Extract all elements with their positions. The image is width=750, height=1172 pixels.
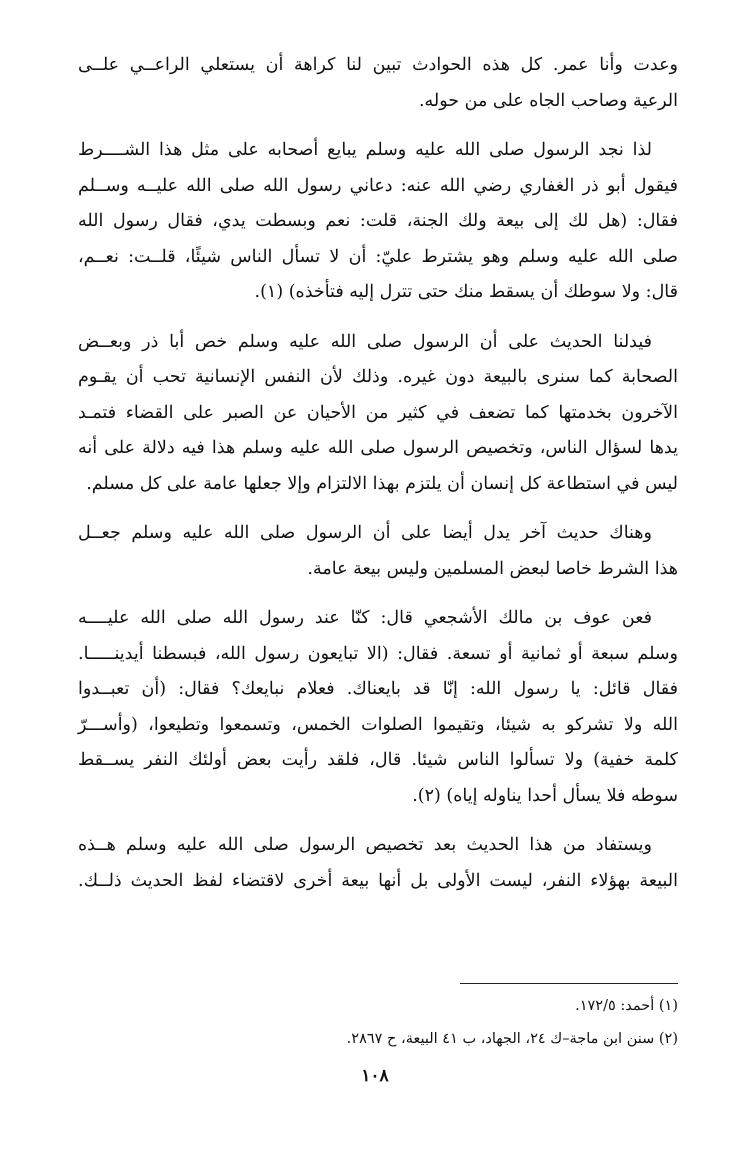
paragraph-line: البيعة بهؤلاء النفر، ليست الأولى بل أنها بيعة أخرى لاقتضاء لفظ الحديث ذلــك. xyxy=(78,870,678,891)
footnote-1: (١) أحمد: ١٧٢/٥. xyxy=(575,998,678,1014)
paragraph-line xyxy=(78,325,678,361)
paragraph-line: يدها لسؤال الناس، وتخصيص الرسول صلى الله عليه وسلم هذا فيه دلالة على أنه xyxy=(78,438,678,458)
paragraph-line: الآخرون بخدمتها كما تضعف في كثير من الأحيان عن الصبر على القضاء فتمـد xyxy=(78,402,678,423)
paragraph-line xyxy=(78,828,678,864)
footnotes xyxy=(78,990,678,1056)
paragraph-line xyxy=(78,516,678,552)
paragraph-line-text: ويستفاد من هذا الحديث بعد تخصيص الرسول صلى الله عليه وسلم هــذه xyxy=(78,835,652,855)
footnote-2: (٢) سنن ابن ماجة–ك ٢٤، الجهاد، ب ٤١ البيعة، ح ٢٨٦٧. xyxy=(346,1031,678,1047)
paragraph-line: الله ولا تشركو به شيئا، وتقيموا الصلوات الخمس، وتسمعوا وتطيعوا، (وأســـرّ xyxy=(78,714,678,735)
page-body xyxy=(78,48,678,913)
footnote-separator xyxy=(460,983,678,984)
paragraph-line: ليس في استطاعة كل إنسان أن يلتزم بهذا الالتزام وإلا جعلها عامة على كل مسلم. xyxy=(86,473,678,494)
paragraph-4 xyxy=(78,516,678,587)
paragraph-line xyxy=(78,601,678,637)
paragraph-line: الصحابة كما سنرى بالبيعة دون غيره. وذلك لأن النفس الإنسانية تحب أن يقـوم xyxy=(78,367,678,387)
paragraph-line: قال: ولا سوطك أن يسقط منك حتى تترل إليه فتأخذه) (١). xyxy=(254,282,678,302)
paragraph-line-text: فعن عوف بن مالك الأشجعي قال: كنّا عند رسول الله صلى الله عليــــه xyxy=(78,608,652,628)
paragraph-line: الرعية وصاحب الجاه على من حوله. xyxy=(418,90,678,111)
paragraph-line: هذا الشرط خاصا لبعض المسلمين وليس بيعة عامة. xyxy=(307,558,678,579)
paragraph-2 xyxy=(78,133,678,311)
paragraph-5 xyxy=(78,601,678,814)
paragraph-line: فقال: (هل لك إلى بيعة ولك الجنة، قلت: نعم وبسطت يدي، فقال رسول الله xyxy=(78,211,678,231)
paragraph-line: وعدت وأنا عمر. كل هذه الحوادث تبين لنا كراهة أن يستعلي الراعــي علــى xyxy=(78,55,678,75)
paragraph-line: فيقول أبو ذر الغفاري رضي الله عنه: دعاني رسول الله صلى الله عليــه وســلم xyxy=(78,175,678,196)
page-number: ١٠٨ xyxy=(361,1066,389,1086)
paragraph-line xyxy=(78,133,678,169)
paragraph-line: وسلم سبعة أو ثمانية أو تسعة. فقال: (الا تبايعون رسول الله، فبسطنا أيدينـــــا. xyxy=(78,643,678,664)
paragraph-line: كلمة خفية) ولا تسألوا الناس شيئا. قال، فلقد رأيت بعض أولئك النفر يســقط xyxy=(78,750,678,770)
paragraph-6 xyxy=(78,828,678,899)
paragraph-line-text: لذا نجد الرسول صلى الله عليه وسلم يبايع أصحابه على مثل هذا الشــــرط xyxy=(78,140,652,160)
paragraph-line: سوطه فلا يسأل أحدا يناوله إياه) (٢). xyxy=(412,785,678,806)
paragraph-3 xyxy=(78,325,678,503)
paragraph-line: صلى الله عليه وسلم وهو يشترط عليّ: أن لا تسأل الناس شيئًا، قلــت: نعــم، xyxy=(78,246,678,267)
paragraph-line-text: وهناك حديث آخر يدل أيضا على أن الرسول صلى الله عليه وسلم جعــل xyxy=(78,523,652,543)
paragraph-line-text: فيدلنا الحديث على أن الرسول صلى الله عليه وسلم خص أبا ذر وبعــض xyxy=(78,331,652,352)
paragraph-1 xyxy=(78,48,678,119)
paragraph-line: فقال قائل: يا رسول الله: إنّا قد بايعناك. فعلام نبايعك؟ فقال: (أن تعبــدوا xyxy=(78,679,678,699)
